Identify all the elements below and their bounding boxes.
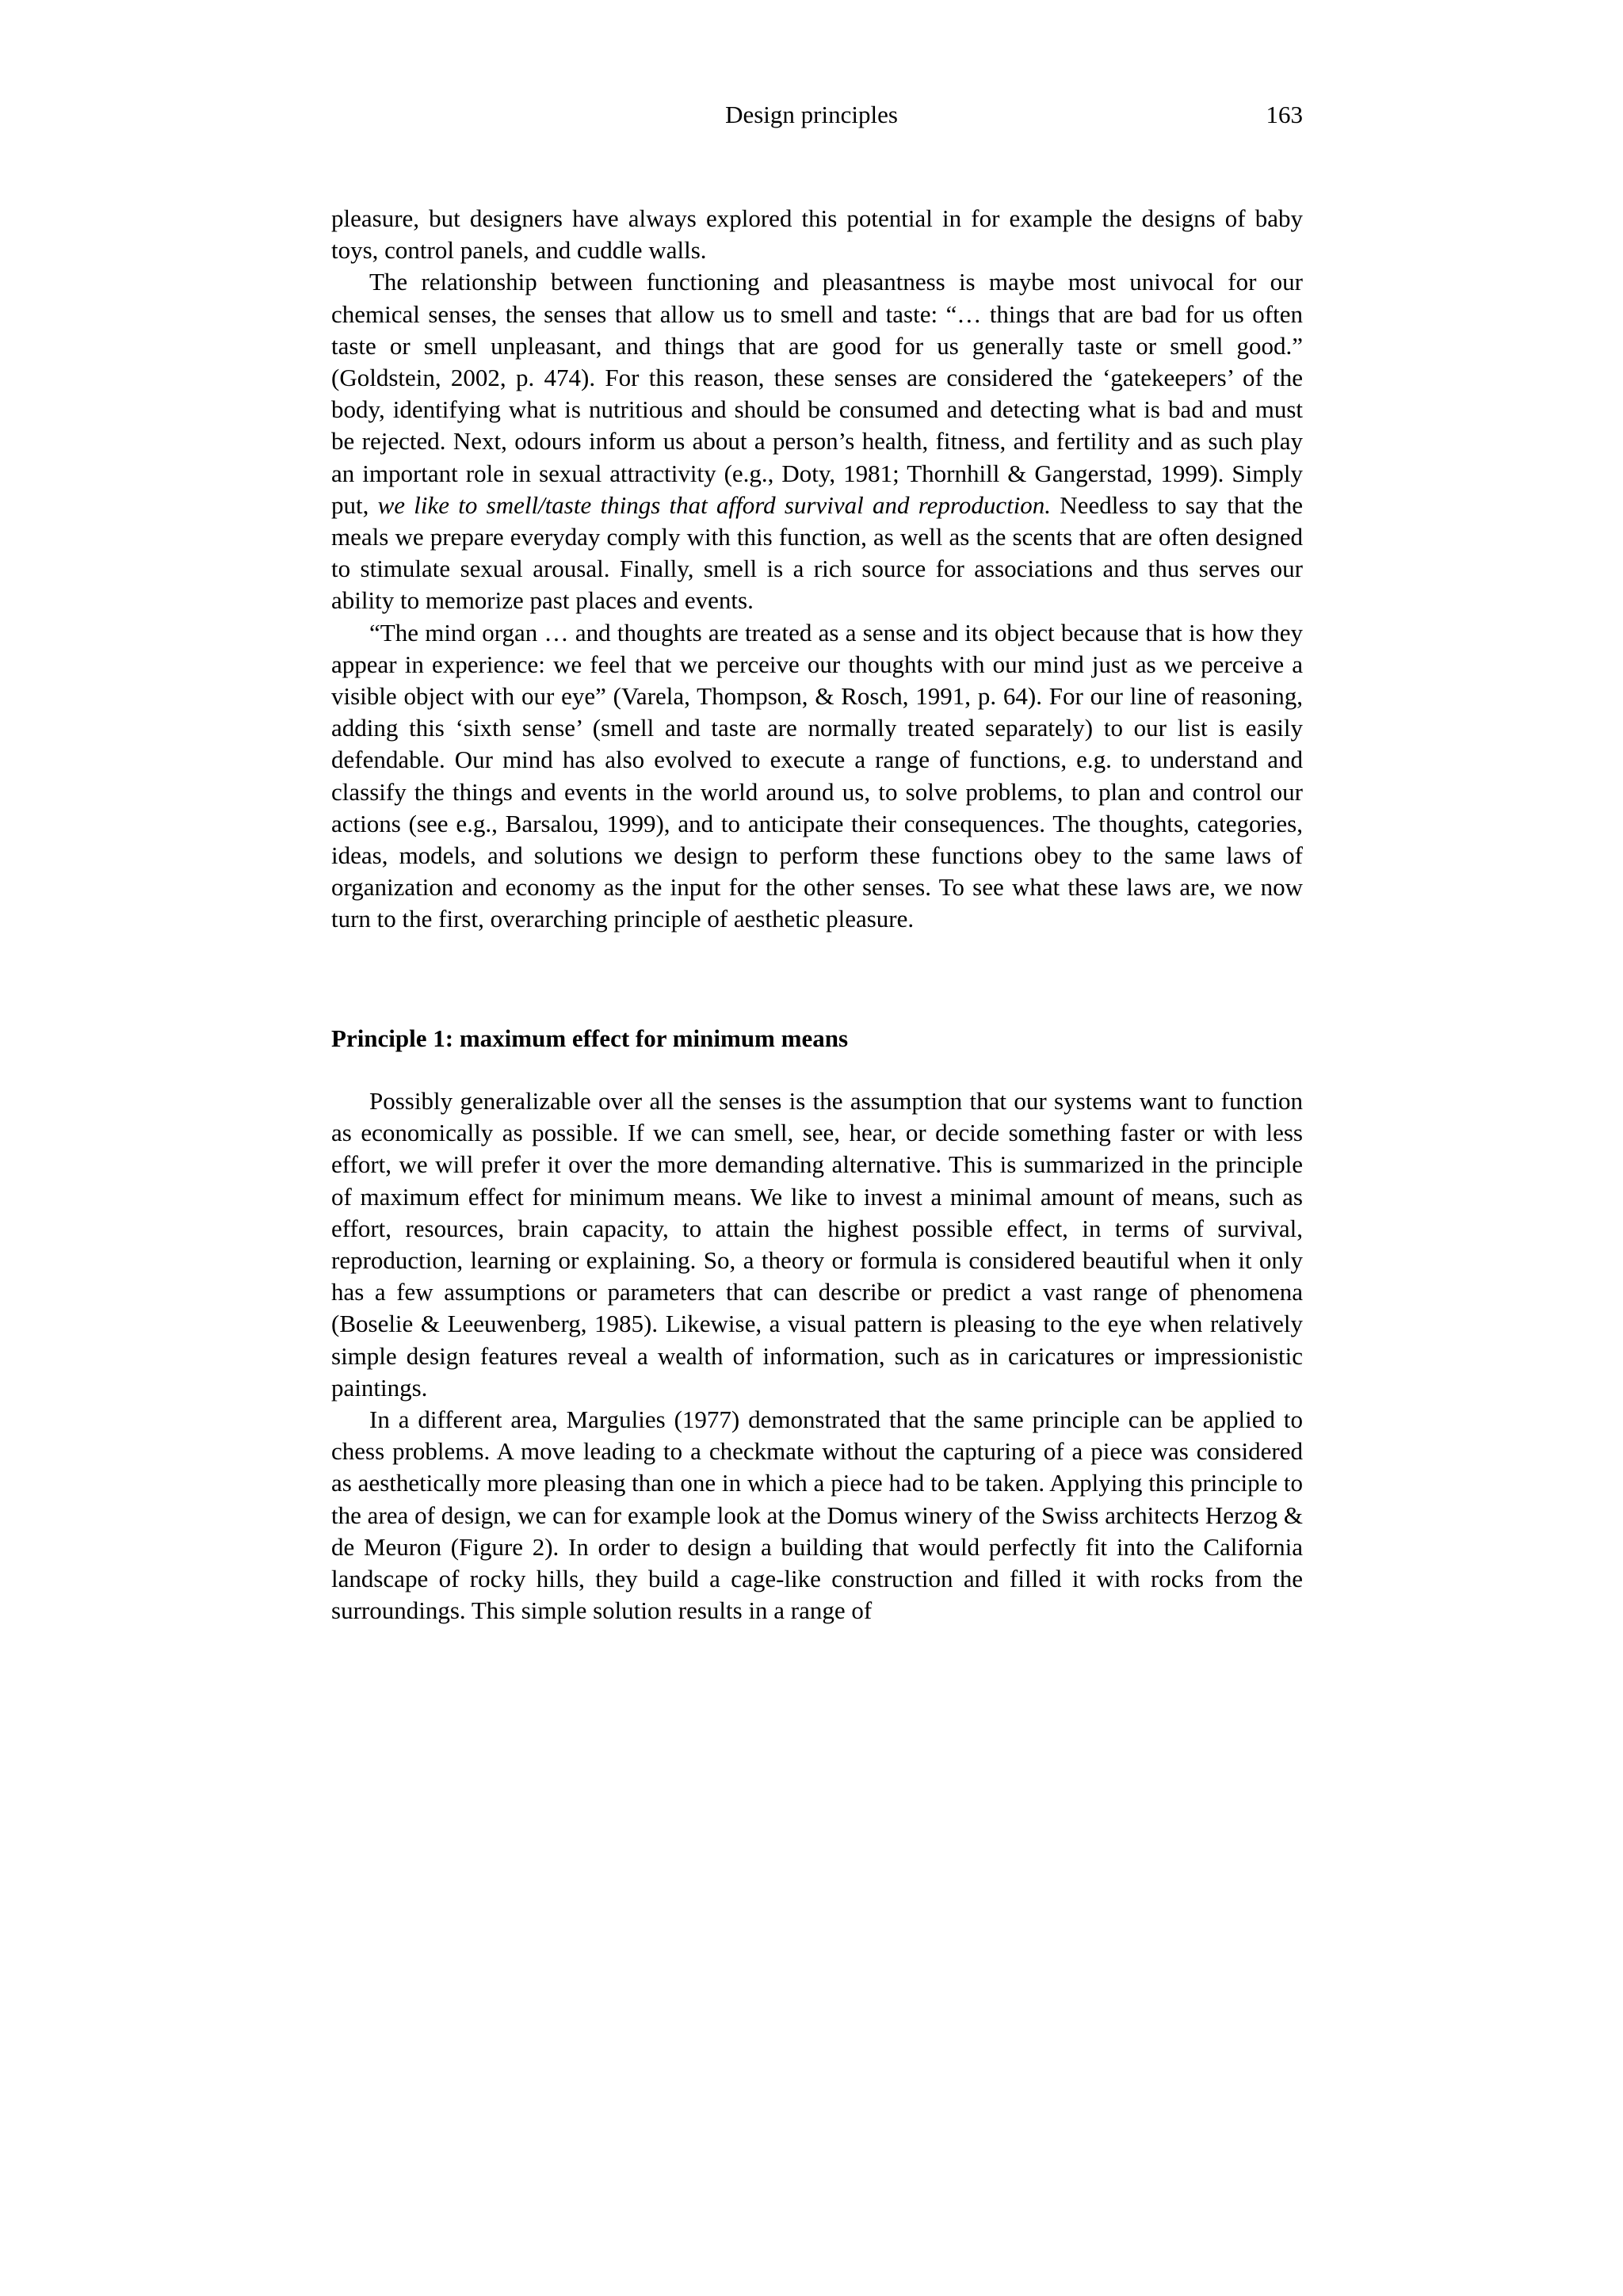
body-text-top bbox=[331, 203, 1303, 936]
body-text-bottom bbox=[331, 1085, 1303, 1627]
text-run: “The mind organ … and thoughts are treated as a sense and its object because that is how they appear in experience: we feel that we perceive our thoughts with our mind just as we perceive a visible object with our eye” (Varela, Thompson, & Rosch, 1991, p. 64). For our line of reasoning, adding this ‘sixth sense’ (smell and taste are normally treated separately) to our list is easily defendable. Our mind has also evolved to execute a range of functions, e.g. to understand and classify the things and events in the world around us, to solve problems, to plan and control our actions (see e.g., Barsalou, 1999), and to anticipate their consequences. The thoughts, categories, ideas, models, and solutions we design to perform these functions obey to the same laws of organization and economy as the input for the other senses. To see what these laws are, we now turn to the first, overarching principle of aesthetic pleasure. bbox=[331, 618, 1303, 933]
text-run: pleasure, but designers have always explored this potential in for example the designs of baby toys, control panels, and cuddle walls. bbox=[331, 204, 1303, 265]
emphasized-text: we like to smell/taste things that afford survival and reproduction. bbox=[377, 490, 1052, 519]
text-run: Needless to say that the meals we prepare everyday comply with this function, as well as the scents that are often designed to stimulate sexual arousal. Finally, smell is a rich source for associations and thus serves our ability to memorize past places and events. bbox=[331, 490, 1303, 615]
paragraph bbox=[331, 617, 1303, 936]
page-number: 163 bbox=[1266, 101, 1303, 128]
text-run: Possibly generalizable over all the senses is the assumption that our systems want to function as economically as possible. If we can smell, see, hear, or decide something faster or with less effort, we will prefer it over the more demanding alternative. This is summarized in the principle of maximum effect for minimum means. We like to invest a minimal amount of means, such as effort, resources, brain capacity, to attain the highest possible effect, in terms of survival, reproduction, learning or explaining. So, a theory or formula is considered beautiful when it only has a few assumptions or parameters that can describe or predict a vast range of phenomena (Boselie & Leeuwenberg, 1985). Likewise, a visual pattern is pleasing to the eye when relatively simple design features reveal a wealth of information, such as in caricatures or impressionistic paintings. bbox=[331, 1087, 1303, 1402]
text-run: In a different area, Margulies (1977) demonstrated that the same principle can be applied to chess problems. A move leading to a checkmate without the capturing of a piece was considered as aesthetically more pleasing than one in which a piece had to be taken. Applying this principle to the area of design, we can for example look at the Domus winery of the Swiss architects Herzog & de Meuron (Figure 2). In order to design a building that would perfectly fit into the California landscape of rocky hills, they build a cage-like construction and filled it with rocks from the surroundings. This simple solution results in a range of bbox=[331, 1405, 1303, 1625]
paragraph bbox=[331, 1085, 1303, 1404]
paragraph bbox=[331, 1404, 1303, 1627]
running-title: Design principles bbox=[725, 101, 898, 128]
text-run: The relationship between functioning and pleasantness is maybe most univocal for our chemical senses, the senses that allow us to smell and taste: “… things that are bad for us often taste or smell unpleasant, and things that are good for us generally taste or smell good.” (Goldstein, 2002, p. 474). For this reason, these senses are considered the ‘gatekeepers’ of the body, identifying what is nutritious and should be consumed and detecting what is bad and must be rejected. Next, odours inform us about a person’s health, fitness, and fertility and as such play an important role in sexual attractivity (e.g., Doty, 1981; Thornhill & Gangerstad, 1999). Simply put, bbox=[331, 268, 1303, 519]
paragraph bbox=[331, 266, 1303, 616]
section-heading: Principle 1: maximum effect for minimum means bbox=[331, 1024, 849, 1052]
paragraph bbox=[331, 203, 1303, 266]
